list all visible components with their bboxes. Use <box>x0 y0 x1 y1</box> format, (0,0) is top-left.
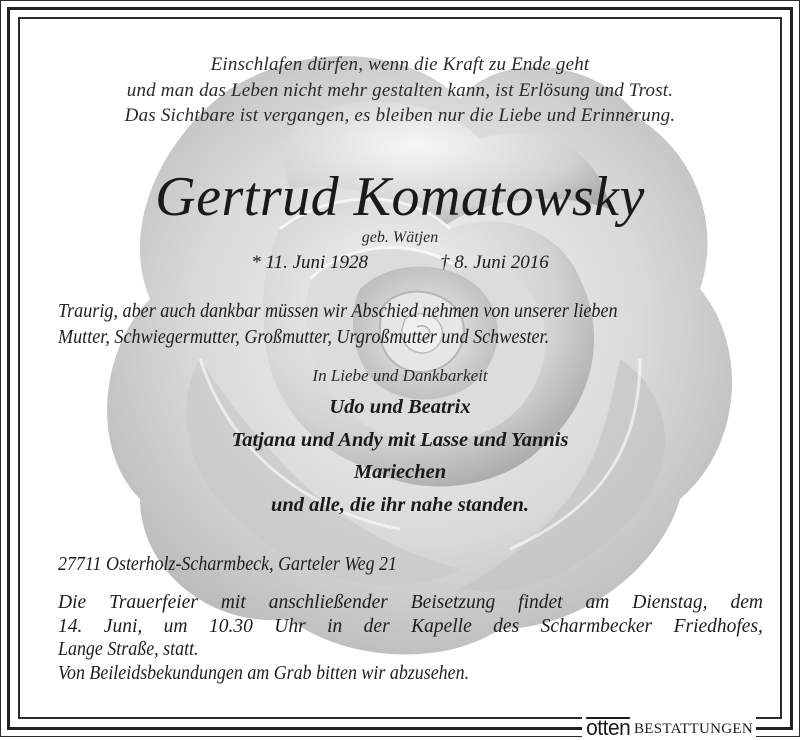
word: am <box>585 592 610 613</box>
mourner-name: Tatjana und Andy mit Lasse und Yannis <box>231 428 569 451</box>
word: Dienstag, <box>632 592 708 613</box>
word: 14. <box>58 615 83 637</box>
funeral-service-info <box>58 591 763 685</box>
service-line-1 <box>58 591 763 615</box>
motto-line: und man das Leben nicht mehr gestalten kann, ist Erlösung und Trost. <box>126 79 674 101</box>
life-dates <box>20 252 780 274</box>
motto-line: Das Sichtbare ist vergangen, es bleiben nur die Liebe und Erinnerung. <box>124 105 676 126</box>
motto-line: Einschlafen dürfen, wenn die Kraft zu Ende geht <box>210 54 590 75</box>
word: des <box>493 615 520 637</box>
mourners-intro: In Liebe und Dankbarkeit <box>312 366 488 385</box>
word: Juni, <box>103 615 143 637</box>
logo-suffix: BESTATTUNGEN <box>633 721 753 737</box>
funeral-home-logo <box>582 715 757 740</box>
deceased-name: Gertrud Komatowsky <box>155 166 645 228</box>
service-line-2 <box>58 615 763 639</box>
motto-poem <box>20 52 780 129</box>
word: Beisetzung <box>410 592 496 613</box>
word: dem <box>730 592 763 613</box>
birth-date: * 11. Juni 1928 <box>251 252 369 273</box>
word: Friedhofes, <box>673 615 763 637</box>
word: um <box>163 615 188 637</box>
family-address: 27711 Osterholz-Scharmbeck, Garteler Weg 21 <box>58 554 397 575</box>
farewell-text <box>58 299 782 351</box>
farewell-line: Traurig, aber auch dankbar müssen wir Abschied nehmen von unserer lieben <box>58 301 618 322</box>
word: Kapelle <box>411 615 472 637</box>
maiden-name: geb. Wätjen <box>361 229 439 246</box>
word: Uhr <box>274 615 306 637</box>
obituary-card <box>18 17 782 719</box>
word: mit <box>220 592 246 613</box>
mourner-name: Mariechen <box>353 461 447 483</box>
word: anschließender <box>268 592 388 613</box>
word: Trauerfeier <box>109 592 198 613</box>
word: Scharmbecker <box>540 615 653 637</box>
word: in <box>327 615 343 637</box>
mourner-name: und alle, die ihr nahe standen. <box>270 493 529 516</box>
word: 10.30 <box>208 615 253 637</box>
condolence-note: Von Beileidsbekundungen am Grab bitten wir abzusehen. <box>58 662 470 684</box>
word: der <box>363 615 390 637</box>
word: findet <box>518 592 563 613</box>
logo-brand: otten <box>585 715 630 740</box>
word: Die <box>58 592 87 613</box>
death-date: † 8. Juni 2016 <box>440 252 549 273</box>
farewell-line: Mutter, Schwiegermutter, Großmutter, Urgroßmutter und Schwester. <box>58 327 550 348</box>
mourners-list <box>20 391 780 521</box>
obituary-content <box>20 19 780 717</box>
mourner-name: Udo und Beatrix <box>329 396 471 418</box>
service-line-3: Lange Straße, statt. <box>58 639 199 660</box>
